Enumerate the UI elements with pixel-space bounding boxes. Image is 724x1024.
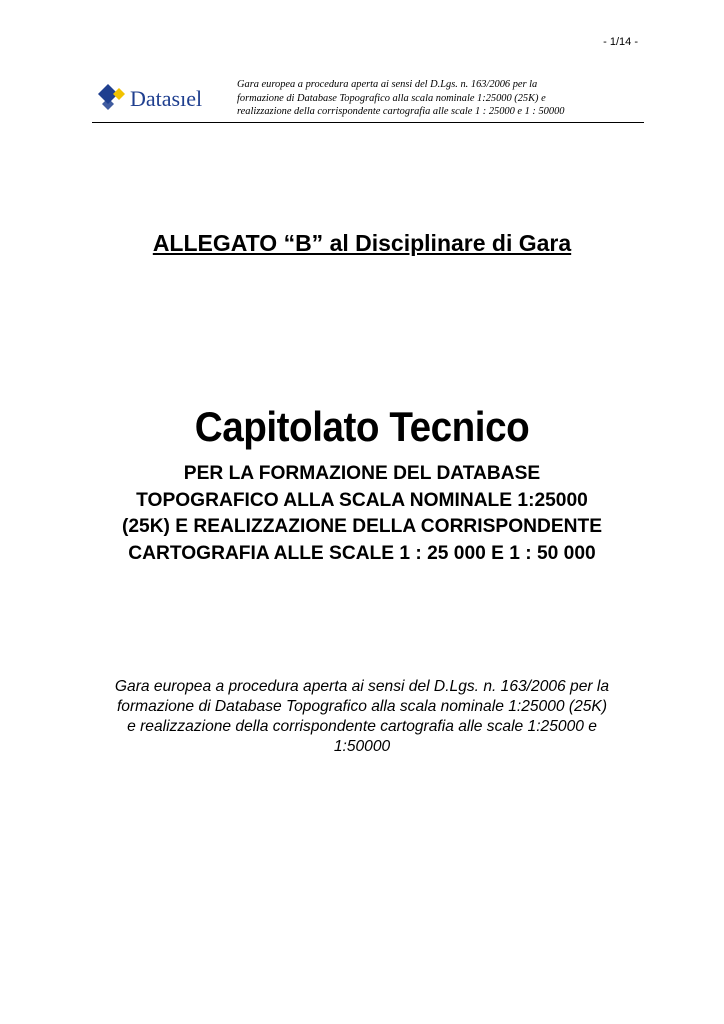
header-line: Gara europea a procedura aperta ai sensi del D.Lgs. n. 163/2006 per la: [237, 79, 538, 90]
description-line: Gara europea a procedura aperta ai sensi del D.Lgs. n. 163/2006 per la: [114, 678, 610, 695]
subtitle-line: CARTOGRAFIA ALLE SCALE 1 : 25 000 E 1 : 50 000: [128, 542, 596, 564]
header-line: formazione di Database Topografico alla scala nominale 1:25000 (25K) e: [237, 92, 546, 104]
description-line: e realizzazione della corrispondente cartografia alle scale 1:25000 e: [127, 718, 597, 735]
document-title: Capitolato Tecnico: [194, 403, 530, 450]
subtitle-line: TOPOGRAFICO ALLA SCALA NOMINALE 1:25000: [136, 489, 588, 511]
description-line: formazione di Database Topografico alla scala nominale 1:25000 (25K): [116, 698, 608, 715]
header-text: [237, 78, 642, 119]
page-header: [92, 78, 644, 123]
logo-text: Datasıel: [130, 86, 203, 111]
header-line: realizzazione della corrispondente cartografia alle scale 1 : 25000 e 1 : 50000: [237, 106, 565, 117]
allegato-heading: ALLEGATO “B” al Disciplinare di Gara: [152, 230, 572, 256]
tender-description: [82, 677, 642, 757]
description-line: 1:50000: [333, 738, 391, 755]
document-subtitle: [82, 461, 642, 567]
datasiel-logo: [96, 82, 226, 114]
logo-diamond-yellow: [113, 88, 125, 100]
page-number: - 1/14 -: [603, 36, 638, 48]
subtitle-line: (25K) E REALIZZAZIONE DELLA CORRISPONDENTE: [121, 516, 603, 537]
subtitle-line: PER LA FORMAZIONE DEL DATABASE: [183, 463, 541, 484]
